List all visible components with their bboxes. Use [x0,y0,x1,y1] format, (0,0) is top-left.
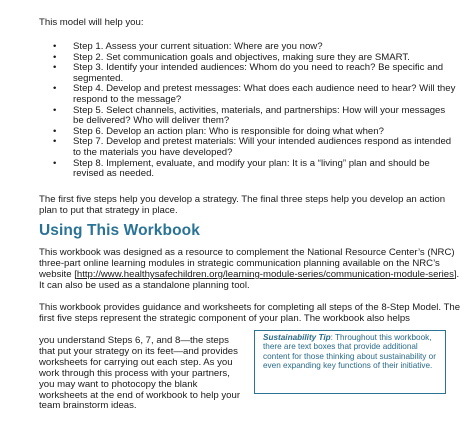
step-item-3: • Step 3. Identify your intended audiences: Whom do you need to reach? Be specific and segmented. [51,63,456,84]
step-item-1: • Step 1. Assess your current situation: Where are you now? [51,42,456,53]
step-item-8: • Step 8. Implement, evaluate, and modify your plan: It is a “living” plan and should be revised as needed. [51,159,456,180]
step-item-7: • Step 7. Develop and pretest materials: Will your intended audiences respond as intended to the materials you have developed? [51,137,456,158]
tip-title: Sustainability Tip [263,333,331,342]
nrc-website-link[interactable]: [http://www.healthysafechildren.org/learning-module-series/communication-module-series] [74,268,457,280]
steps-list [51,42,456,180]
step-item-2: • Step 2. Set communication goals and objectives, making sure they are SMART. [51,53,456,64]
intro-text: This model will help you: [39,17,144,28]
summary-paragraph: The first five steps help you develop a strategy. The final three steps help you develop an action plan to put that strategy in place. [39,194,446,216]
step-item-4: • Step 4. Develop and pretest messages: What does each audience need to hear? Will they respond to the message? [51,84,456,105]
workbook-purpose-paragraph [39,248,461,292]
workbook-guidance-paragraph: This workbook provides guidance and worksheets for completing all steps of the 8-Step Model. The first five steps represent the strategic component of your plan. The workbook also helps [39,302,461,324]
step-item-5: • Step 5. Select channels, activities, materials, and partnerships: How will your messages be delivered? Who will deliver them? [51,106,456,127]
purpose-text-end: . It can also be used as a standalone planning tool. [39,268,460,291]
sustainability-tip-box [254,330,446,394]
purpose-text-start: This workbook was designed as a resource to complement the National Resource Center’s (NRC) three-part online learning modules in strategic communication planning available on the NRC’s website [39,247,455,280]
tip-body: Throughout this workbook, there are text boxes that provide additional content for those thinking about sustainability or even expanding key functions of their initiative. [263,333,436,371]
step-item-6: • Step 6. Develop an action plan: Who is responsible for doing what when? [51,127,456,138]
workbook-steps-paragraph: you understand Steps 6, 7, and 8—the steps that put your strategy on its feet—and provides worksheets for carrying out each step. As you work through this process with your partners, you may want to photocopy the blank worksheets at the end of workbook to help your team brainstorm ideas. [39,335,241,412]
section-heading: Using This Workbook [39,222,200,239]
tip-colon: : [330,333,336,342]
